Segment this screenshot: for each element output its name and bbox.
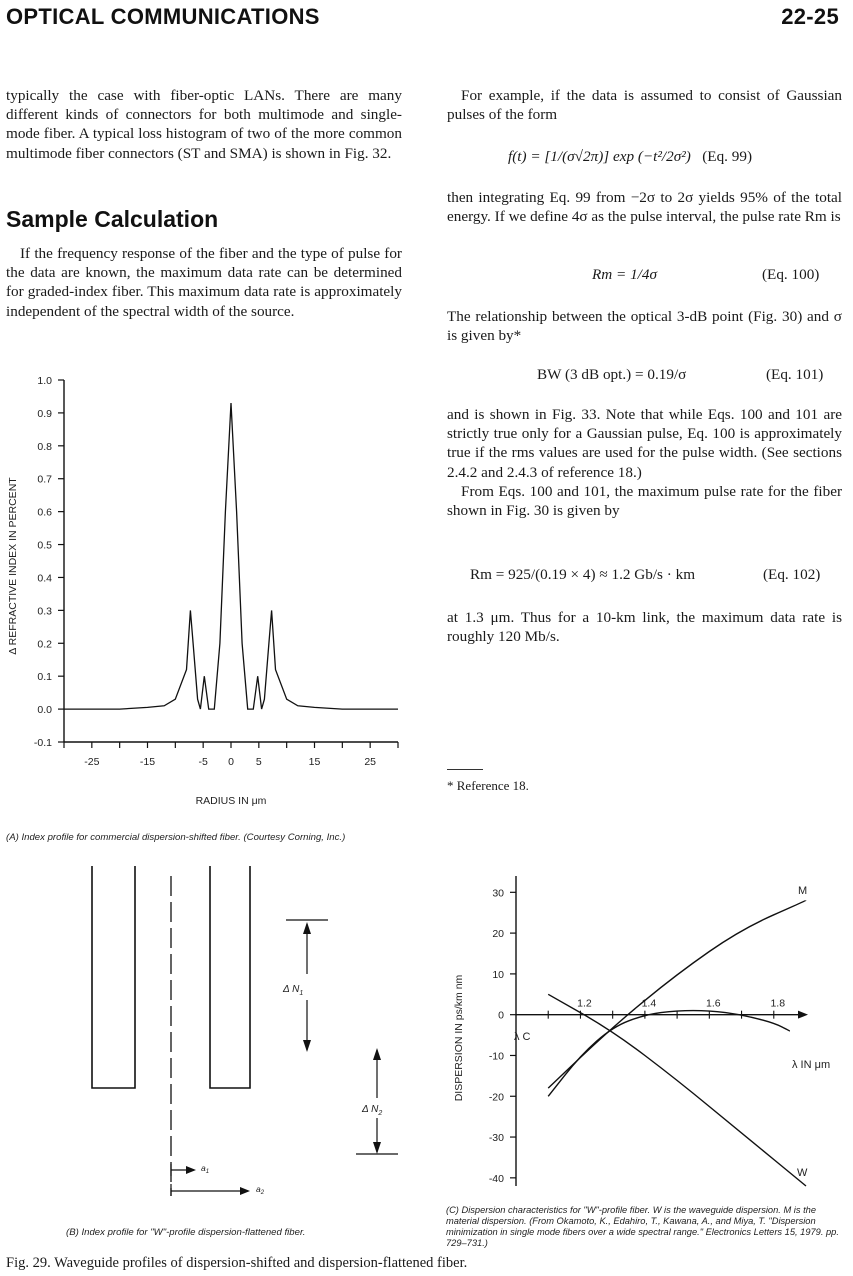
equation-101-body: BW (3 dB opt.) = 0.19/σ — [537, 366, 687, 383]
curve-label-w: W — [797, 1167, 808, 1179]
figure-a-y-tick-label: 0.5 — [37, 539, 52, 552]
a2-label-subscript: 2 — [260, 1190, 265, 1196]
figure-a-y-tick-label: 1.0 — [37, 375, 52, 387]
figure-c-caption: (C) Dispersion characteristics for "W"-profile fiber. W is the waveguide dispersion. M is the material dispersion. (From Okamoto, K., Edahiro, T., Kawana, A., and Miya, T. "Dispersion minimization in single mode fibers over a wide spectral range." Electronics Letters 15, 1979. pp. 729–731.) — [446, 1205, 839, 1248]
dn1-arrowhead-up — [303, 922, 311, 934]
equation-101-label: (Eq. 101) — [766, 366, 824, 383]
figure-c-x-ticks — [548, 998, 785, 1019]
dn2-arrowhead-up — [373, 1048, 381, 1060]
figure-c-y-tick-label: -20 — [488, 1091, 504, 1104]
figure-c-x-axis-arrowhead — [798, 1011, 808, 1019]
dn2-label-subscript: 2 — [378, 1110, 383, 1117]
figure-c-y-axis-label: DISPERSION IN ps/km nm — [453, 974, 465, 1102]
figure-c-x-tick-label: 1.2 — [577, 997, 592, 1010]
equation-100-body: Rm = 1/4σ — [592, 266, 657, 283]
figure-a-y-tick-label: 0.1 — [37, 671, 52, 684]
figure-a-profile-line — [64, 403, 398, 709]
figure-c-y-tick-label: 0 — [498, 1009, 504, 1022]
right-body-5 — [447, 608, 842, 646]
figure-a-y-axis-label: Δ REFRACTIVE INDEX IN PERCENT — [7, 477, 19, 655]
figure-a-x-tick-label: -5 — [198, 756, 208, 768]
page-number: 22-25 — [781, 4, 839, 29]
figure-c-y-tick-label: 30 — [492, 887, 504, 900]
equation-100 — [592, 266, 657, 284]
figure-c-curve-w — [548, 994, 806, 1186]
figure-c-chart — [446, 858, 846, 1198]
a2-label-text: a — [256, 1184, 261, 1194]
section-heading: Sample Calculation — [6, 206, 219, 232]
figure-c-x-tick-label: 1.8 — [770, 997, 786, 1010]
w-profile-shape — [6, 866, 398, 1088]
dn2-label — [361, 1104, 382, 1117]
paragraph-3: The relationship between the optical 3-dB point (Fig. 30) and σ is given by* — [447, 308, 842, 345]
section-body — [6, 244, 402, 321]
equation-102-label: (Eq. 102) — [763, 566, 821, 583]
figure-c-y-tick-label: -30 — [488, 1132, 504, 1145]
figure-a-y-tick-label: 0.2 — [37, 638, 52, 651]
equation-99-body: f(t) = [1/(σ√2π)] exp (−t²/2σ²) — [508, 148, 691, 165]
a2-label — [256, 1184, 265, 1196]
right-body-2 — [447, 188, 842, 226]
right-column — [447, 86, 842, 124]
curve-label-lambda-c: λ C — [514, 1031, 531, 1043]
figure-a-x-tick-label: -15 — [139, 756, 156, 768]
left-column — [6, 86, 402, 163]
figure-c-y-tick-label: 20 — [492, 928, 504, 941]
figure-c-curve-c — [548, 1011, 790, 1097]
equation-102 — [470, 566, 695, 584]
curve-label-m: M — [798, 885, 808, 897]
figure-c-y-tick-label: -10 — [488, 1050, 504, 1063]
footnote-rule — [447, 769, 483, 770]
intro-paragraph: typically the case with fiber-optic LANs. There are many different kinds of connectors for both multimode and single-mode fiber. A typical loss histogram of two of the more common multimode fiber connectors (ST and SMA) is shown in Fig. 32. — [6, 87, 402, 162]
figure-c-y-tick-label: -40 — [488, 1172, 504, 1185]
figure-a-axes — [64, 380, 398, 742]
figure-b-diagram — [0, 866, 420, 1206]
figure-a-y-ticks — [34, 375, 64, 749]
paragraph-4: and is shown in Fig. 33. Note that while Eqs. 100 and 101 are strictly true only for a Gaussian pulse, Eq. 100 is approximately true if the rms values are used for the pulse width. (See sections 2.4.2 and 2.4.3 of reference 18.) — [447, 406, 842, 481]
figure-c-axes — [516, 876, 808, 1186]
figure-a-y-tick-label: 0.4 — [37, 572, 52, 585]
figure-c-x-unit-label: λ IN μm — [792, 1059, 831, 1071]
figure-29-caption: Fig. 29. Waveguide profiles of dispersion-shifted and dispersion-flattened fiber. — [6, 1255, 468, 1271]
a1-label — [201, 1163, 209, 1175]
figure-a-y-tick-label: 0.3 — [37, 605, 52, 618]
dn1-label — [282, 984, 303, 997]
a1-label-text: a — [201, 1163, 206, 1173]
right-body-4 — [447, 405, 842, 520]
figure-a-chart — [0, 366, 420, 826]
paragraph-5: From Eqs. 100 and 101, the maximum pulse rate for the fiber shown in Fig. 30 is given by — [447, 482, 842, 520]
equation-101 — [537, 366, 686, 384]
figure-a-x-tick-label: 25 — [364, 756, 377, 768]
figure-a-y-tick-label: 0.9 — [37, 407, 52, 420]
right-body-3 — [447, 307, 842, 345]
equation-99-label: (Eq. 99) — [702, 148, 753, 165]
figure-a-x-axis-label: RADIUS IN μm — [195, 795, 267, 807]
figure-c-x-tick-label: 1.4 — [641, 997, 657, 1010]
figure-c-curve-m — [548, 901, 806, 1089]
dn2-arrowhead-down — [373, 1142, 381, 1154]
figure-c-y-tick-label: 10 — [492, 968, 504, 981]
figure-c-y-ticks — [489, 887, 516, 1185]
dn2-label-text: Δ N — [362, 1104, 379, 1115]
figure-b-caption: (B) Index profile for "W"-profile dispersion-flattened fiber. — [66, 1227, 306, 1238]
a2-arrowhead — [240, 1187, 250, 1195]
a1-label-subscript: 1 — [205, 1169, 210, 1175]
equation-99 — [508, 148, 752, 166]
footnote: * Reference 18. — [447, 778, 529, 793]
figure-a-y-tick-label: 0.0 — [37, 704, 52, 717]
paragraph-6: at 1.3 μm. Thus for a 10-km link, the maximum data rate is roughly 120 Mb/s. — [447, 609, 842, 646]
figure-a-x-tick-label: -25 — [84, 756, 100, 768]
dn1-arrowhead-down — [303, 1040, 311, 1052]
figure-a-y-tick-label: 0.6 — [37, 506, 52, 519]
paragraph-2: then integrating Eq. 99 from −2σ to 2σ yields 95% of the total energy. If we define 4σ as the pulse interval, the pulse rate Rm is — [447, 189, 842, 226]
figure-a-x-ticks — [64, 742, 398, 768]
figure-a-y-tick-label: 0.8 — [37, 440, 52, 453]
running-header-title: OPTICAL COMMUNICATIONS — [6, 4, 320, 29]
section-paragraph: If the frequency response of the fiber and the type of pulse for the data are known, the maximum data rate can be determined for graded-index fiber. This maximum data rate is approximately independent of the spectral width of the source. — [6, 245, 402, 320]
figure-a-y-tick-label: -0.1 — [33, 737, 52, 749]
figure-c-x-tick-label: 1.6 — [706, 997, 721, 1010]
figure-a-x-tick-label: 0 — [228, 756, 234, 768]
dn1-label-text: Δ N — [283, 984, 300, 995]
figure-a-y-tick-label: 0.7 — [37, 473, 52, 486]
figure-a-x-tick-label: 15 — [308, 756, 321, 768]
equation-100-label: (Eq. 100) — [762, 266, 820, 283]
equation-102-body: Rm = 925/(0.19 × 4) ≈ 1.2 Gb/s · km — [470, 566, 696, 583]
a1-arrowhead — [186, 1166, 196, 1174]
figure-c-curves — [548, 901, 806, 1187]
figure-a-caption: (A) Index profile for commercial dispersion-shifted fiber. (Courtesy Corning, Inc.) — [6, 832, 346, 843]
dn1-label-subscript: 1 — [299, 990, 304, 997]
figure-a-x-tick-label: 5 — [255, 756, 262, 768]
paragraph-1: For example, if the data is assumed to consist of Gaussian pulses of the form — [447, 87, 842, 124]
